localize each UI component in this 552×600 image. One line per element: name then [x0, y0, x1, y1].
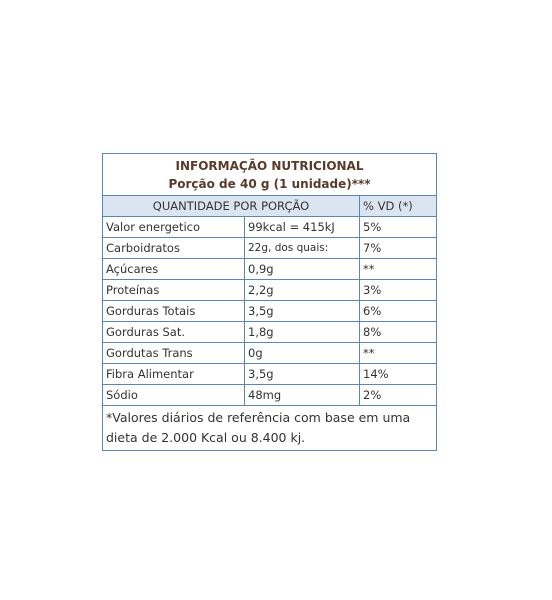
nutrition-table: [102, 153, 437, 451]
nutrient-vd: **: [360, 343, 437, 364]
nutrient-amount: 48mg: [245, 385, 360, 406]
table-row: [103, 259, 437, 280]
footnote: *Valores diários de referência com base em uma dieta de 2.000 Kcal ou 8.400 kj.: [103, 406, 437, 451]
footnote-row: [103, 406, 437, 451]
nutrient-name: Gorduras Totais: [103, 301, 245, 322]
table-row: [103, 343, 437, 364]
nutrient-vd: 14%: [360, 364, 437, 385]
nutrient-name: Açúcares: [103, 259, 245, 280]
nutrient-vd: **: [360, 259, 437, 280]
table-row: [103, 385, 437, 406]
nutrient-amount: 3,5g: [245, 301, 360, 322]
title-row: [103, 154, 437, 196]
portion-text: Porção de 40 g (1 unidade)***: [168, 177, 371, 191]
nutrient-amount: 0,9g: [245, 259, 360, 280]
table-row: [103, 238, 437, 259]
nutrient-amount: 99kcal = 415kJ: [245, 217, 360, 238]
nutrient-amount: 2,2g: [245, 280, 360, 301]
table-title: INFORMAÇÃO NUTRICIONAL: [175, 159, 364, 173]
nutrient-vd: 7%: [360, 238, 437, 259]
nutrient-amount: 1,8g: [245, 322, 360, 343]
table-row: [103, 364, 437, 385]
nutrient-vd: 5%: [360, 217, 437, 238]
table-row: [103, 280, 437, 301]
nutrient-amount: 0g: [245, 343, 360, 364]
title-cell: [103, 154, 437, 196]
nutrient-name: Gorduras Sat.: [103, 322, 245, 343]
nutrient-amount: 22g, dos quais:: [245, 238, 360, 259]
table-row: [103, 322, 437, 343]
nutrient-vd: 2%: [360, 385, 437, 406]
nutrient-name: Sódio: [103, 385, 245, 406]
header-quantity: QUANTIDADE POR PORÇÃO: [103, 196, 360, 217]
nutrient-name: Fibra Alimentar: [103, 364, 245, 385]
nutrient-name: Gordutas Trans: [103, 343, 245, 364]
header-row: [103, 196, 437, 217]
table-row: [103, 301, 437, 322]
nutrient-name: Proteínas: [103, 280, 245, 301]
nutrient-vd: 3%: [360, 280, 437, 301]
nutrient-amount: 3,5g: [245, 364, 360, 385]
nutrient-name: Carboidratos: [103, 238, 245, 259]
nutrient-vd: 8%: [360, 322, 437, 343]
header-vd: % VD (*): [360, 196, 437, 217]
nutrient-vd: 6%: [360, 301, 437, 322]
nutrient-name: Valor energetico: [103, 217, 245, 238]
nutrition-facts-panel: [102, 153, 436, 451]
table-row: [103, 217, 437, 238]
